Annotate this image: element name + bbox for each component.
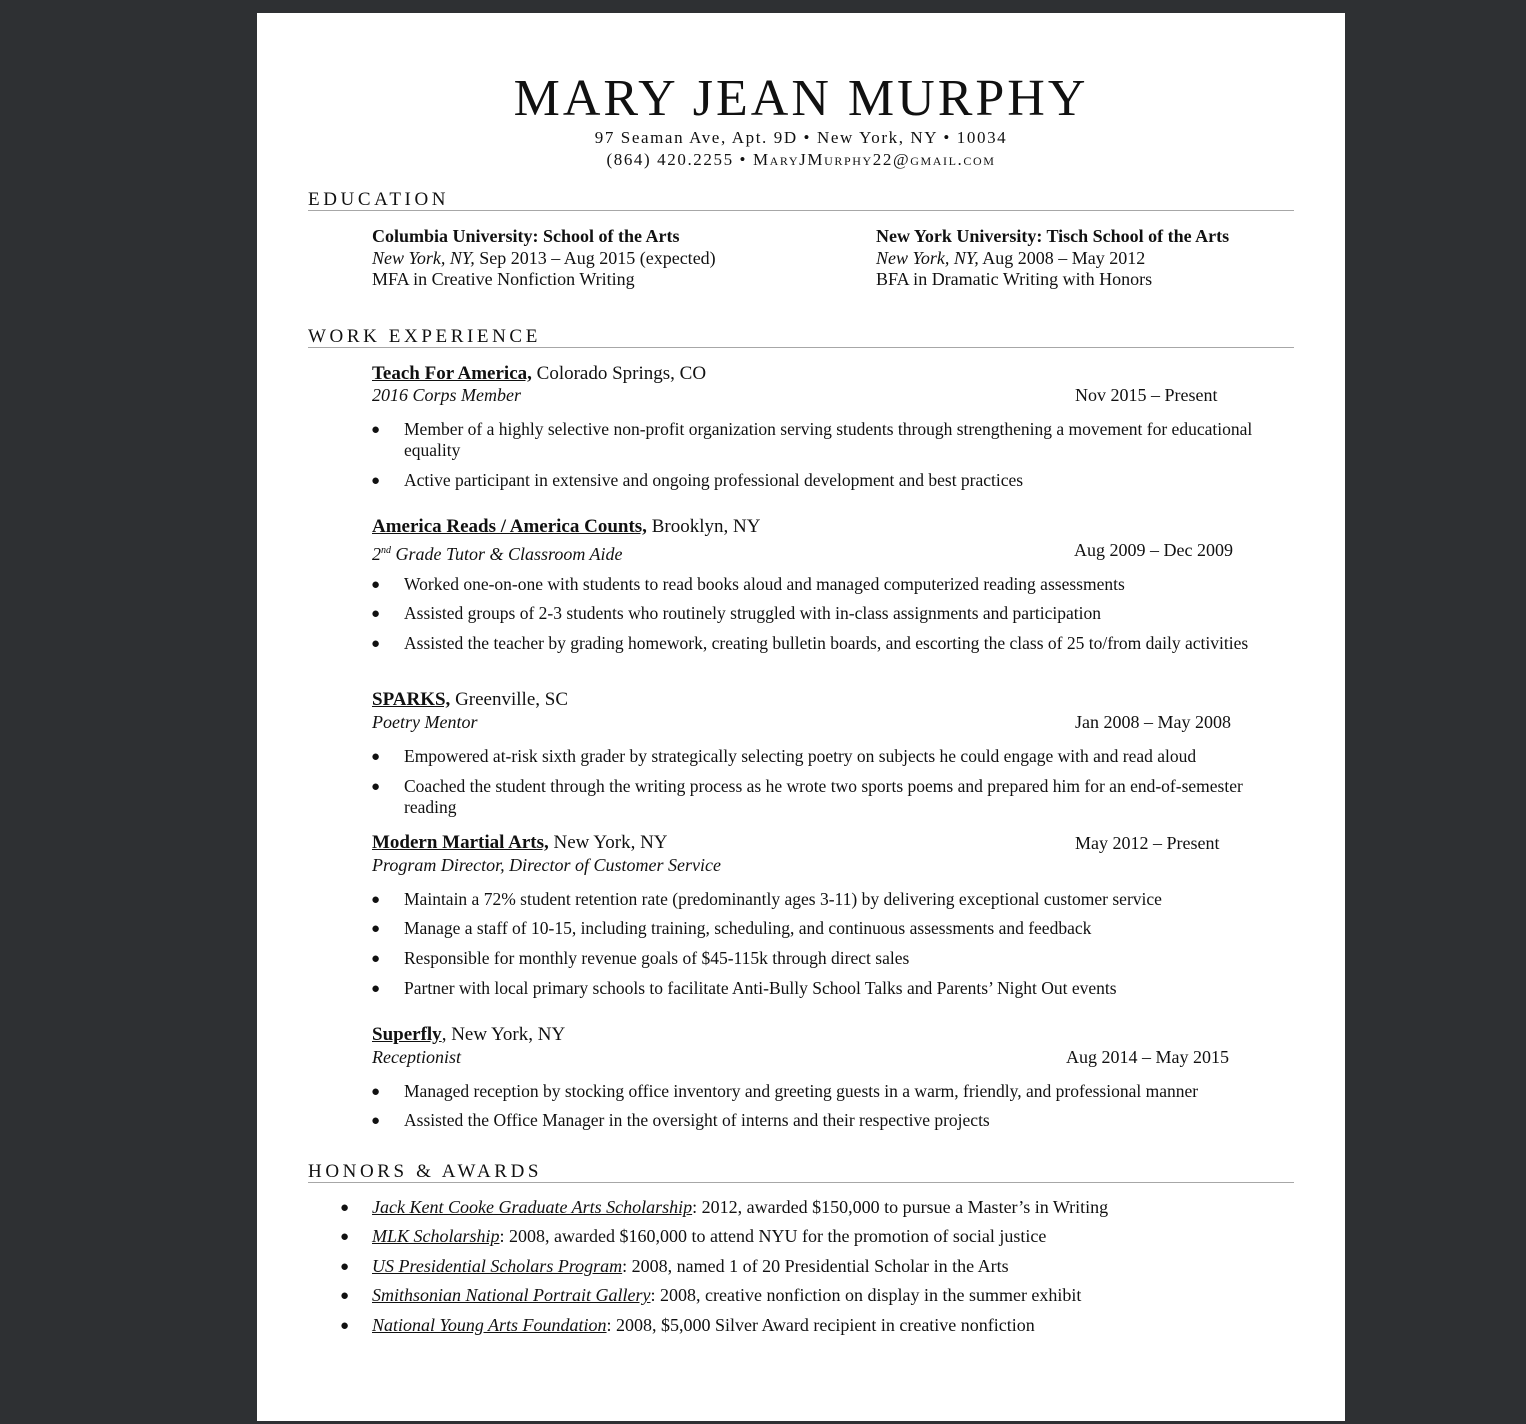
job-location: Brooklyn, NY <box>646 516 761 537</box>
job-header <box>372 689 568 711</box>
bullet-icon: ● <box>340 1259 350 1275</box>
school-dates: Aug 2008 – May 2012 <box>978 248 1146 268</box>
school-dates: Sep 2013 – Aug 2015 (expected) <box>474 248 716 268</box>
school-degree: MFA in Creative Nonfiction Writing <box>372 269 635 289</box>
bullet-icon: ● <box>340 1318 350 1334</box>
bullet-icon: ● <box>371 606 381 622</box>
award-item <box>372 1256 1009 1277</box>
contact-line <box>257 150 1345 170</box>
job-org: SPARKS, <box>372 689 451 710</box>
job-role-ordinal: nd <box>381 545 391 556</box>
job-location: , New York, NY <box>441 1024 566 1045</box>
bullet-icon: ● <box>371 636 381 652</box>
bullet-icon: ● <box>371 892 381 908</box>
award-item <box>372 1197 1108 1218</box>
bullet-icon: ● <box>340 1229 350 1245</box>
bullet-icon: ● <box>371 422 381 438</box>
school-name: New York University: Tisch School of the Arts <box>876 226 1230 246</box>
job-dates: Aug 2014 – May 2015 <box>1066 1047 1229 1067</box>
job-bullet: Responsible for monthly revenue goals of $45-115k through direct sales <box>404 948 910 968</box>
school-location-dates <box>372 248 716 269</box>
award-detail: : 2008, $5,000 Silver Award recipient in creative nonfiction <box>606 1315 1035 1335</box>
work-section-title: WORK EXPERIENCE <box>308 326 541 347</box>
job-header <box>372 363 706 385</box>
bullet-icon: ● <box>371 577 381 593</box>
bullet-icon: ● <box>340 1288 350 1304</box>
job-header <box>372 832 668 854</box>
award-detail: : 2008, creative nonfiction on display in the summer exhibit <box>650 1285 1082 1305</box>
section-divider <box>308 347 1294 348</box>
job-dates: Aug 2009 – Dec 2009 <box>1074 540 1233 560</box>
job-location: Colorado Springs, CO <box>531 363 707 384</box>
award-name: National Young Arts Foundation <box>372 1315 607 1335</box>
award-name: Smithsonian National Portrait Gallery <box>372 1285 651 1305</box>
resume-page <box>257 13 1345 1421</box>
school-location-dates <box>876 248 1145 269</box>
section-divider <box>308 1182 1294 1183</box>
award-name: Jack Kent Cooke Graduate Arts Scholarship <box>372 1197 693 1217</box>
award-item <box>372 1315 1035 1336</box>
job-org: America Reads / America Counts, <box>372 516 647 537</box>
section-divider <box>308 210 1294 211</box>
job-bullet: Empowered at-risk sixth grader by strategically selecting poetry on subjects he could engage with and read aloud <box>404 746 1197 766</box>
job-header <box>372 516 760 538</box>
education-section-title: EDUCATION <box>308 189 450 210</box>
job-location: Greenville, SC <box>450 689 568 710</box>
resume-name: MARY JEAN MURPHY <box>513 70 1089 127</box>
job-bullet: Manage a staff of 10-15, including training, scheduling, and continuous assessments and feedback <box>404 918 1092 938</box>
job-bullet: Managed reception by stocking office inventory and greeting guests in a warm, friendly, and professional manner <box>404 1081 1199 1101</box>
job-org: Modern Martial Arts, <box>372 832 549 853</box>
award-detail: : 2008, named 1 of 20 Presidential Scholar in the Arts <box>622 1256 1009 1276</box>
job-location: New York, NY <box>548 832 668 853</box>
bullet-icon: ● <box>371 921 381 937</box>
job-role: Poetry Mentor <box>372 712 478 732</box>
job-dates: Nov 2015 – Present <box>1075 385 1218 405</box>
address-line: 97 Seaman Ave, Apt. 9D • New York, NY • 10034 <box>594 128 1008 147</box>
job-bullet: Assisted the teacher by grading homework, creating bulletin boards, and escorting the class of 25 to/from daily activities <box>404 633 1249 653</box>
job-role: Program Director, Director of Customer Service <box>372 855 721 875</box>
bullet-icon: ● <box>371 951 381 967</box>
job-header <box>372 1024 565 1046</box>
job-bullet: Worked one-on-one with students to read books aloud and managed computerized reading assessments <box>404 574 1125 594</box>
bullet-icon: ● <box>371 473 381 489</box>
award-detail: : 2012, awarded $150,000 to pursue a Master’s in Writing <box>692 1197 1109 1217</box>
job-org: Superfly <box>372 1024 442 1045</box>
job-bullet: Active participant in extensive and ongoing professional development and best practices <box>404 470 1024 490</box>
bullet-icon: ● <box>371 1113 381 1129</box>
award-detail: : 2008, awarded $160,000 to attend NYU for the promotion of social justice <box>499 1226 1047 1246</box>
phone-text: (864) 420.2255 • <box>606 150 753 169</box>
job-org: Teach For America, <box>372 363 532 384</box>
award-name: MLK Scholarship <box>372 1226 500 1246</box>
bullet-icon: ● <box>371 779 381 795</box>
award-item <box>372 1285 1081 1306</box>
job-bullet: Assisted the Office Manager in the oversight of interns and their respective projects <box>404 1110 990 1130</box>
job-bullet: Coached the student through the writing process as he wrote two sports poems and prepared him for an end-of-semester reading <box>404 776 1243 817</box>
bullet-icon: ● <box>371 981 381 997</box>
award-item <box>372 1226 1046 1247</box>
bullet-icon: ● <box>371 1084 381 1100</box>
job-dates: Jan 2008 – May 2008 <box>1075 712 1231 732</box>
job-bullet: Partner with local primary schools to facilitate Anti-Bully School Talks and Parents’ Night Out events <box>404 978 1117 998</box>
school-name: Columbia University: School of the Arts <box>372 226 680 246</box>
school-degree: BFA in Dramatic Writing with Honors <box>876 269 1153 289</box>
job-role-text: Grade Tutor & Classroom Aide <box>391 544 623 564</box>
job-bullet: Member of a highly selective non-profit organization serving students through strengthening a movement for educational equality <box>404 419 1253 460</box>
school-location: New York, NY, <box>372 248 475 268</box>
job-role: 2016 Corps Member <box>372 385 521 405</box>
email-text: MaryJMurphy22@gmail.com <box>752 150 996 169</box>
job-bullet: Maintain a 72% student retention rate (predominantly ages 3-11) by delivering exceptional customer service <box>404 889 1162 909</box>
bullet-icon: ● <box>371 749 381 765</box>
job-dates: May 2012 – Present <box>1075 833 1220 853</box>
job-role: Receptionist <box>372 1047 461 1067</box>
job-role <box>372 540 623 565</box>
bullet-icon: ● <box>340 1200 350 1216</box>
job-bullet: Assisted groups of 2-3 students who routinely struggled with in-class assignments and participation <box>404 603 1101 623</box>
award-name: US Presidential Scholars Program <box>372 1256 623 1276</box>
honors-section-title: HONORS & AWARDS <box>308 1161 543 1182</box>
job-role-number: 2 <box>372 544 381 564</box>
school-location: New York, NY, <box>876 248 979 268</box>
